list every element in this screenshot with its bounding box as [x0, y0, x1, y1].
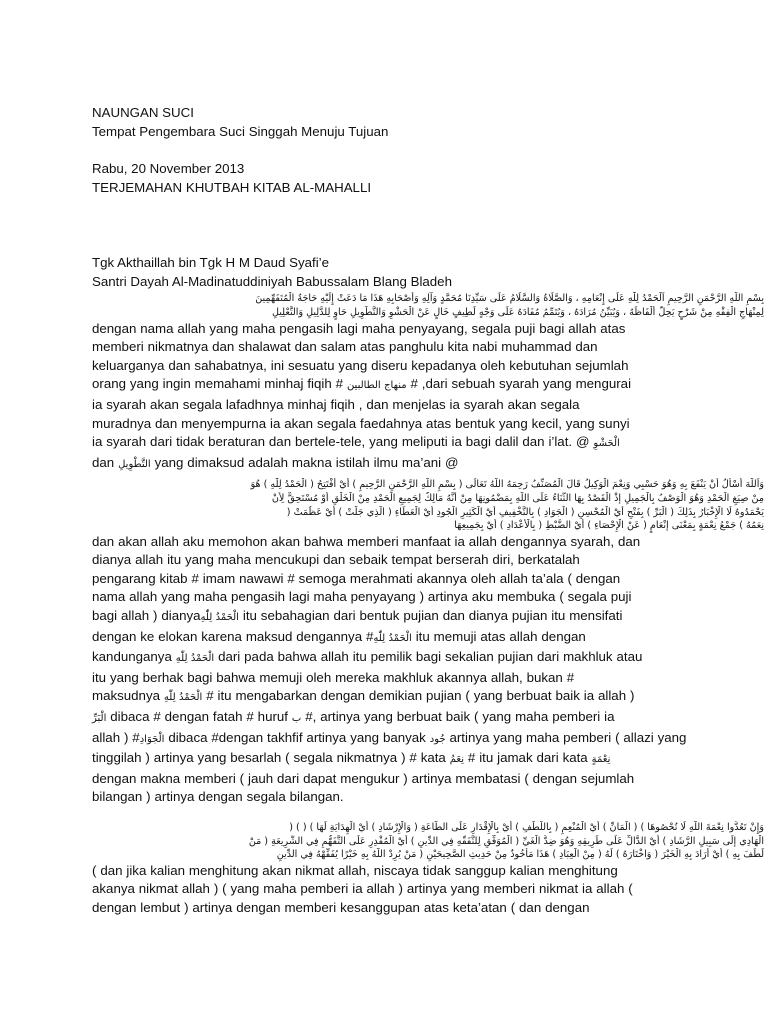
arabic-term: منهاج الطالبين	[346, 380, 407, 392]
paragraph-line	[92, 708, 764, 729]
arabic-line: يَحْمَدُوهُ لَا الْإِخْبَارُ بِذَلِكَ ( الْبَرِّ ) بِفَتْحِ أَيْ الْمُحْسِنِ ( الْجَوَادِ ) بِالتَّخْفِيفِ أَيْ الْكَثِيرِ الْجُودِ أَيْ الْعَطَاءِ ( الَّذِي جَلَّتْ ) أَيْ عَظُمَتْ (	[286, 506, 764, 518]
line-text: # itu jamak dari kata	[467, 750, 588, 766]
arabic-line: لَطَفَ بِهِ ) أَيْ أَرَادَ بِهِ الْخَيْرَ ( وَاخْتَارَهُ ) لَهُ ( مِنْ الْعِبَادِ ) هَذَا مَأْخُوذٌ مِنْ حَدِيثِ الصَّحِيحَيْنِ ( مَنْ يُرِدْ اللَّهُ بِهِ خَيْرًا يُفَقِّهْهُ فِي الدِّينِ	[276, 849, 764, 861]
paragraph-line: nama allah yang maha pengasih lagi maha penyayang ) artinya aku membuka ( segala puji	[92, 589, 632, 605]
author-name: Tgk Akthaillah bin Tgk H M Daud Syafi’e	[92, 255, 329, 271]
line-text: ia syarah dari tidak beraturan dan bertele-tele, yang meliputi ia bagi dalil dan i’lat. @	[92, 434, 590, 450]
paragraph-line: pengarang kitab # imam nawawi # semoga merahmati akannya oleh allah ta’ala ( dengan	[92, 570, 621, 586]
blog-title: NAUNGAN SUCI	[92, 105, 194, 120]
line-text: maksudnya	[92, 688, 160, 704]
translation-paragraph-2	[92, 533, 764, 807]
line-text: itu sebahagian dari bentuk pujian dan dianya pujian itu mensifati	[242, 608, 623, 624]
arabic-block-2	[92, 478, 764, 532]
arabic-line: مِنْ صِيَغِ الْحَمْدِ وَهُوَ الْوَصْفُ بِالْجَمِيلِ إذْ الْقَصْدُ بِهَا الثَّنَاءُ عَلَى اللَّهِ بِمَضْمُونِهَا مِنْ أَنَّهُ مَالِكٌ لِجَمِيعِ الْحَمْدِ مِنْ الْخَلْقِ أَوْ مُسْتَحِقٌّ لِأَنْ	[271, 492, 764, 504]
arabic-line: وَإِنْ تَعُدُّوا نِعْمَةَ اللَّهِ لَا تُحْصُوهَا ) ( الْمَانِّ ) أَيْ الْمُنْعِمِ ( بِاللُّطْفِ ) أَيْ بِالْإِقْدَارِ عَلَى الطَّاعَةِ ( وَالْإِرْشَادِ ) أَيْ الْهِدَايَةِ لَهَا ) ( ) (	[289, 822, 764, 833]
line-text: kandunganya	[92, 649, 172, 665]
arabic-term: الْحَمْدُ لِلّٰهِ	[175, 653, 215, 665]
line-text: dengan ke elokan karena maksud dengannya #	[92, 628, 374, 644]
paragraph-line: itu yang berhak bagi bahwa memuji oleh mereka makhluk akannya allah, bukan #	[92, 669, 575, 685]
post-date: Rabu, 20 November 2013	[92, 161, 245, 177]
arabic-term: جُود	[429, 733, 446, 745]
arabic-term: الْحَمْدُ لِلّٰهِ	[200, 612, 239, 624]
paragraph-line: ia syarah akan segala lafadhnya minhaj fiqih , dan menjelas ia syarah akan segala	[92, 396, 580, 412]
translation-paragraph-1	[92, 320, 764, 475]
arabic-line: الْهَادِي إلَى سَبِيلِ الرَّشَادِ ) أَيْ الدَّالِّ عَلَى طَرِيقِهِ وَهُوَ ضِدُّ الْغَيِّ ( الْمُوَفِّقِ لِلتَّفَقُّهِ فِي الدِّينِ ) أَيْ الْمُقْدِرِ عَلَى التَّفَهُّمِ فِي الشَّرِيعَةِ ( مَنْ	[248, 835, 764, 847]
document-body	[92, 104, 764, 918]
arabic-term: الْحَمْدُ لِلّٰهِ	[163, 692, 203, 704]
arabic-line: نِعَمُهُ ) جَمْعُ نِعْمَةٍ بِمَعْنَى إنْعَامٍ ( عَنْ الْإِحْصَاءِ ) أَيْ الضَّبْطِ ( بِالْأَعْدَادِ ) أَيْ بِجَمِيعِهَا	[454, 520, 764, 532]
paragraph-line	[92, 433, 764, 454]
paragraph-line: dengan makna memberi ( jauh dari dapat mengukur ) artinya membatasi ( dengan sejumlah	[92, 770, 635, 786]
blog-subtitle: Tempat Pengembara Suci Singgah Menuju Tujuan	[92, 123, 389, 139]
paragraph-line	[92, 454, 764, 475]
arabic-term: نِعْمَةٍ	[591, 754, 611, 766]
translation-paragraph-3	[92, 862, 764, 918]
arabic-term: الْحَشْوِ	[593, 438, 620, 450]
line-text: itu memuji atas allah dengan	[415, 628, 586, 644]
paragraph-line	[92, 729, 764, 750]
line-text: artinya yang maha pemberi ( allazi yang	[449, 729, 687, 745]
arabic-line: لِمِنْهَاجِ الْفِقْهِ مِنْ شَرْحٍ يَحِلُّ أَلْفَاظَهُ ، وَيُبَيِّنُ مُرَادَهُ ، وَيُتَمِّمُ مُفَادَهُ عَلَى وَجْهٍ لَطِيفٍ خَالٍ عَنْ الْحَشْوِ وَالتَّطْوِيلِ حَاوٍ لِلدَّلِيلِ وَالتَّعْلِيلِ	[272, 306, 764, 318]
line-text: dibaca #dengan takhfif artinya yang banyak	[168, 729, 426, 745]
arabic-term: نِعَمُ	[449, 754, 464, 766]
line-text: bagi allah ) dianya	[92, 608, 201, 624]
paragraph-line: dan akan allah aku memohon akan bahwa memberi manfaat ia allah dengannya syarah, dan	[92, 533, 641, 549]
arabic-term: الْبَرِّ	[92, 713, 107, 725]
paragraph-line	[92, 375, 764, 396]
arabic-term: الْحَمْدُ لِلّٰهِ	[373, 632, 412, 644]
author-block	[92, 253, 764, 291]
arabic-term: التَّطْوِيلِ	[118, 458, 151, 470]
paragraph-line	[92, 648, 764, 669]
arabic-block-1	[92, 292, 764, 319]
arabic-letter: ب	[291, 713, 302, 725]
arabic-term: الْجَوَادِ	[139, 733, 165, 745]
arabic-line: بِسْمِ اللَّهِ الرَّحْمَنِ الرَّحِيمِ اَلْحَمْدُ لِلّٰهِ عَلَى إِنْعَامِهِ ، وَالصَّلَاةُ وَالسَّلَامُ عَلَى سَيِّدِنَا مُحَمَّدٍ وَآلِهِ وَأَصْحَابِهِ هَذَا مَا دَعَتْ إِلَيْهِ حَاجَةُ الْمُتَفَهِّمِينَ	[255, 293, 764, 305]
line-text: dan	[92, 454, 115, 470]
line-text: # itu mengabarkan dengan demikian pujian ( yang berbuat baik ia allah )	[206, 688, 635, 704]
paragraph-line	[92, 687, 764, 708]
arabic-block-3	[92, 821, 764, 862]
line-text: yang dimaksud adalah makna istilah ilmu ma’ani @	[154, 454, 459, 470]
paragraph-line: dengan lembut ) artinya dengan memberi kesanggupan atas keta’atan ( dan dengan	[92, 899, 590, 915]
paragraph-line: memberi nikmatnya dan shalawat dan salam atas panghulu kita nabi muhammad dan	[92, 339, 598, 355]
paragraph-line: dianya allah itu yang maha mencukupi dan sebaik tempat berserah diri, berkatalah	[92, 552, 580, 568]
paragraph-line	[92, 607, 764, 628]
line-text: #, artinya yang berbuat baik ( yang maha pemberi ia	[305, 709, 615, 725]
line-text: tinggilah ) artinya yang besarlah ( segala nikmatnya ) # kata	[92, 750, 446, 766]
line-text: dari pada bahwa allah itu pemilik bagi sekalian pujian dari makhluk atau	[218, 649, 643, 665]
paragraph-line	[92, 749, 764, 770]
post-title: TERJEMAHAN KHUTBAH KITAB AL-MAHALLI	[92, 179, 372, 195]
paragraph-line: bilangan ) artinya dengan segala bilangan.	[92, 789, 344, 805]
document-header	[92, 104, 764, 197]
line-text: orang yang ingin memahami minhaj fiqih #	[92, 376, 344, 392]
line-text: dibaca # dengan fatah # huruf	[110, 709, 288, 725]
line-text: # ,dari sebuah syarah yang mengurai	[410, 376, 632, 392]
paragraph-line: ( dan jika kalian menghitung akan nikmat allah, niscaya tidak sanggup kalian menghitung	[92, 862, 618, 878]
paragraph-line: keluarganya dan sahabatnya, ini sesuatu yang diseru kepadanya oleh kebutuhan sejumlah	[92, 357, 629, 373]
paragraph-line	[92, 628, 764, 649]
arabic-line: وَاَللَّهَ أَسْأَلُ أَنْ يَنْفَعَ بِهِ وَهُوَ حَسْبِي وَنِعْمَ الْوَكِيلُ قَالَ الْمُصَنِّفُ رَحِمَهُ اللَّهُ تَعَالَى ( بِسْمِ اللَّهِ الرَّحْمَنِ الرَّحِيمِ ) أَيْ أَفْتَتِحُ ( الْحَمْدُ لِلّٰهِ ) هُوَ	[250, 479, 764, 491]
author-affiliation: Santri Dayah Al-Madinatuddiniyah Babussalam Blang Bladeh	[92, 274, 452, 290]
paragraph-line: muradnya dan menyempurna ia akan segala faedahnya atas bentuk yang kecil, yang sunyi	[92, 415, 630, 431]
line-text: allah ) #	[92, 729, 140, 745]
paragraph-line: dengan nama allah yang maha pengasih lagi maha penyayang, segala puji bagi allah atas	[92, 320, 626, 336]
paragraph-line: akanya nikmat allah ) ( yang maha pemberi ia allah ) artinya yang memberi nikmat ia allah (	[92, 881, 633, 897]
